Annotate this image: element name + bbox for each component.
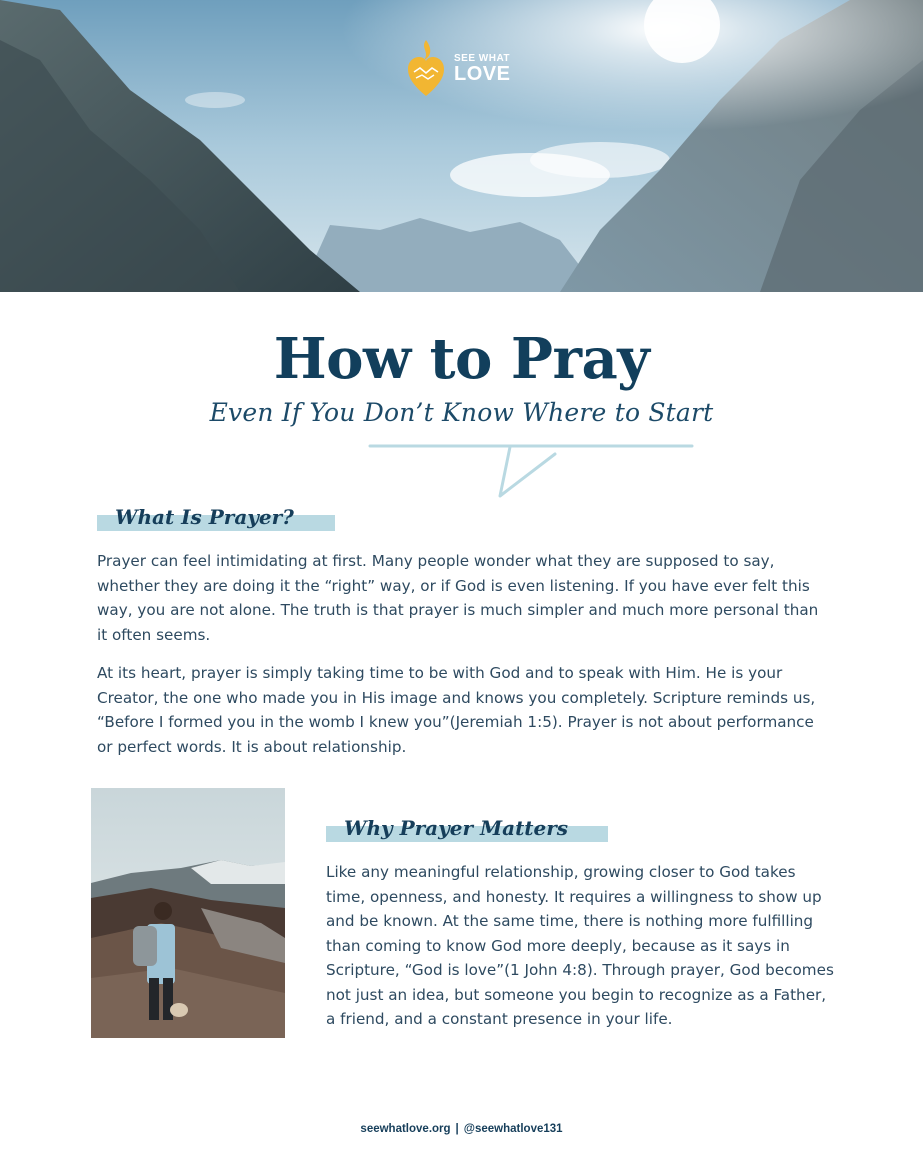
page-subtitle: Even If You Don’t Know Where to Start <box>209 398 714 427</box>
section-heading-text: What Is Prayer? <box>115 505 294 529</box>
hiker-photo <box>91 788 285 1038</box>
logo-text-line2: LOVE <box>454 63 511 85</box>
social-handle-link[interactable]: @seewhatlove131 <box>463 1123 563 1135</box>
footer <box>0 1123 923 1135</box>
speech-bubble-underline <box>360 436 700 500</box>
paragraph-2: At its heart, prayer is simply taking time to be with God and to speak with Him. He is your Creator, the one who made you in His image and knows you completely. Scripture reminds us, “Before I formed you in the womb I knew you”(Jeremiah 1:5). Prayer is not about performance or perfect words. It is about relationship. <box>97 664 816 756</box>
hero-mountain-image <box>0 0 923 292</box>
flaming-heart-icon <box>406 38 446 100</box>
section-heading-text: Why Prayer Matters <box>344 816 569 840</box>
section-heading-what-is-prayer <box>97 503 335 531</box>
paragraph-3: Like any meaningful relationship, growing closer to God takes time, openness, and honesty. It requires a willingness to show up and be known. At the same time, there is nothing more fulfilling than coming to know God more deeply, because as it says in Scripture, “God is love”(1 John 4:8). Through prayer, God becomes not just an idea, but someone you begin to recognize as a Father, a friend, and a constant presence in your life. <box>326 863 834 1028</box>
brand-logo[interactable] <box>406 38 510 100</box>
section-heading-why-prayer-matters <box>326 814 608 842</box>
logo-text-line1: SEE WHAT <box>454 53 511 64</box>
footer-separator: | <box>455 1123 459 1135</box>
paragraph-1: Prayer can feel intimidating at first. Many people wonder what they are supposed to say, whether they are doing it the “right” way, or if God is even listening. If you have ever felt this way, you are not alone. The truth is that prayer is much simpler and much more personal than it often seems. <box>97 552 819 644</box>
page-title: How to Pray <box>273 326 650 392</box>
website-link[interactable]: seewhatlove.org <box>360 1123 451 1135</box>
